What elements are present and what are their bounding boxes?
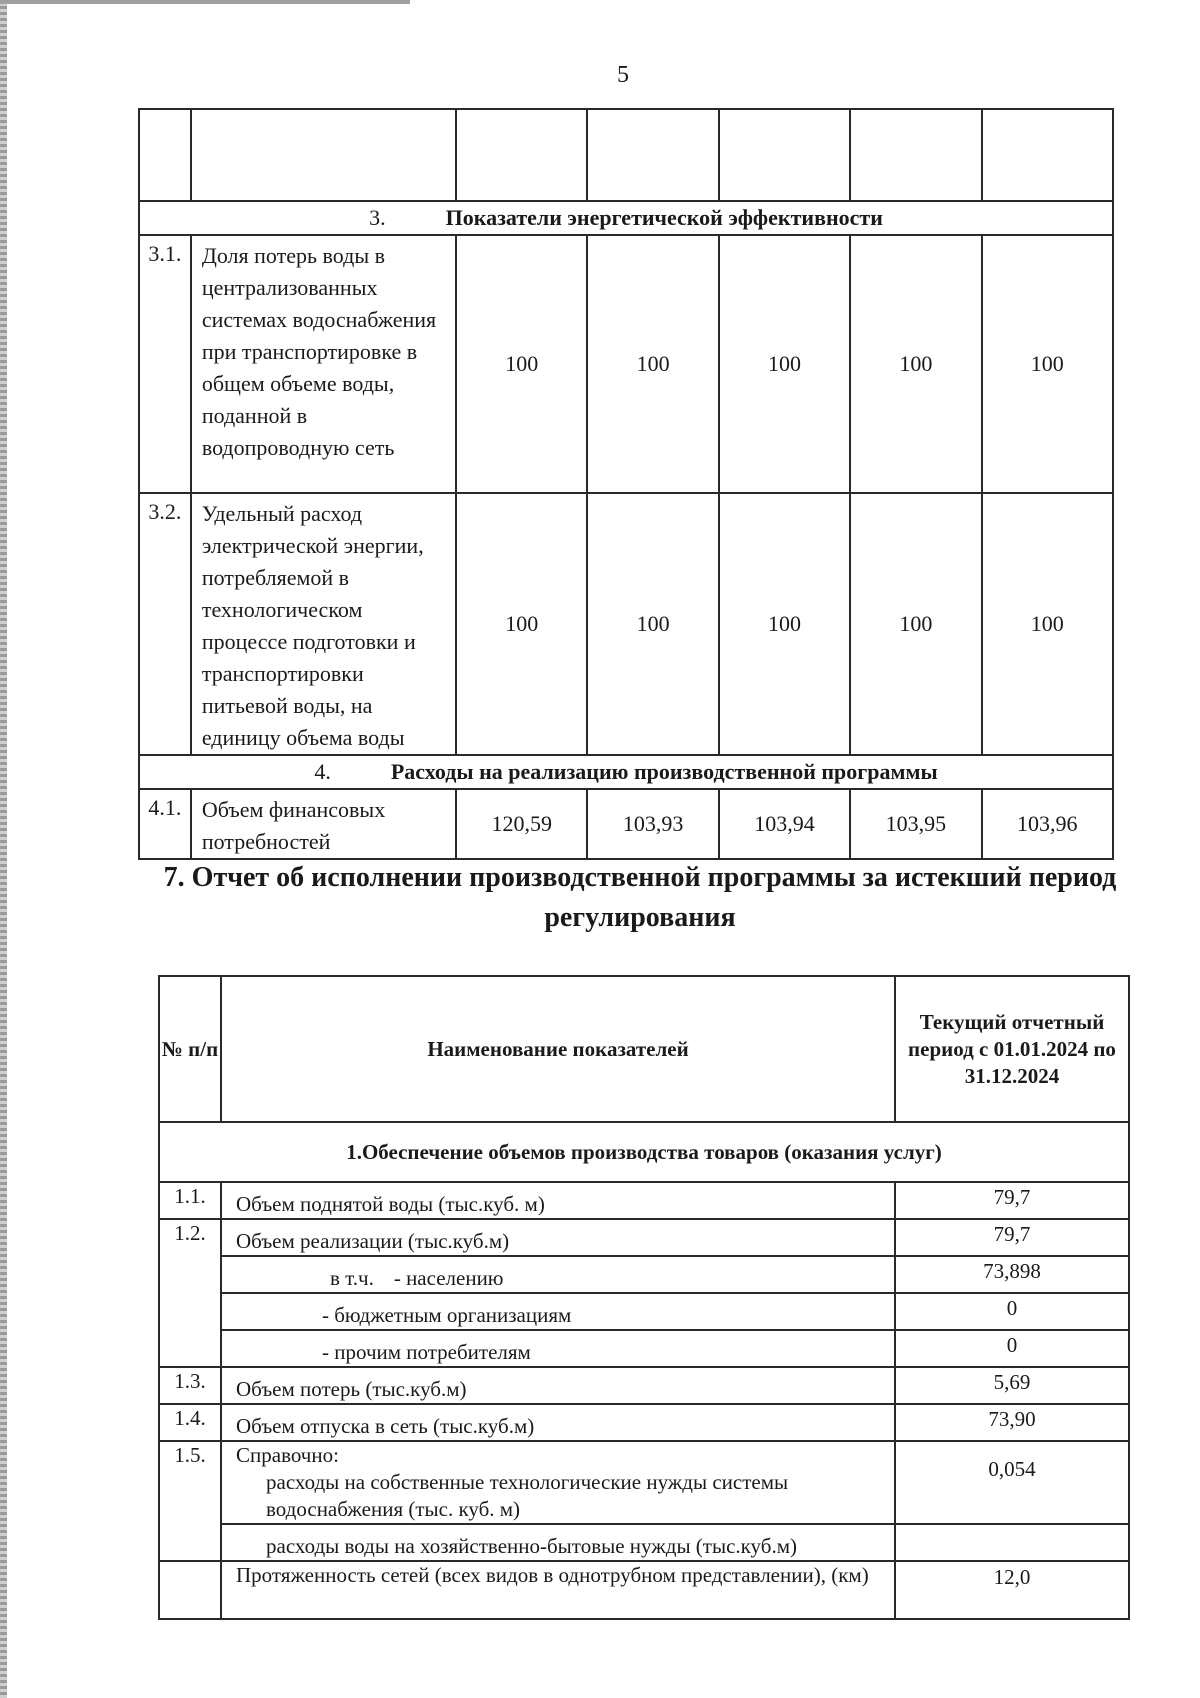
header-num: № п/п xyxy=(159,976,221,1122)
section-row xyxy=(159,1122,1129,1182)
cell-value: 73,898 xyxy=(895,1256,1129,1293)
cell-value: 103,93 xyxy=(587,789,718,859)
cell-value: 100 xyxy=(982,235,1113,493)
table-row xyxy=(159,1330,1129,1367)
row-number: 1.2. xyxy=(159,1219,221,1367)
row-number: 3.1. xyxy=(139,235,191,493)
row-label: - населению xyxy=(393,1266,504,1290)
row-number: 1.3. xyxy=(159,1367,221,1404)
cell-value: 0 xyxy=(895,1330,1129,1367)
cell-value: 0 xyxy=(895,1293,1129,1330)
cell-value: 100 xyxy=(719,493,850,755)
table-row xyxy=(159,1367,1129,1404)
section-heading: 7. Отчет об исполнении производственной программы за истекший период регулирования xyxy=(163,862,1117,933)
table-row xyxy=(139,789,1113,859)
header-name: Наименование показателей xyxy=(221,976,895,1122)
cell-value: 103,96 xyxy=(982,789,1113,859)
section-row xyxy=(139,201,1113,235)
row-name: Протяженность сетей (всех видов в однотрубном представлении), (км) xyxy=(221,1561,895,1619)
cell-value xyxy=(895,1524,1129,1561)
cell-value: 79,7 xyxy=(895,1182,1129,1219)
cell-value: 103,94 xyxy=(719,789,850,859)
table-row xyxy=(159,1293,1129,1330)
cell-value: 103,95 xyxy=(850,789,981,859)
section-number: 3. xyxy=(369,205,386,230)
row-name: расходы воды на хозяйственно-бытовые нужды (тыс.куб.м) xyxy=(221,1524,895,1561)
cell-value: 100 xyxy=(456,493,587,755)
cell-value: 0,054 xyxy=(895,1441,1129,1524)
cell-value: 100 xyxy=(719,235,850,493)
indicators-table xyxy=(138,108,1114,860)
table-row xyxy=(159,1182,1129,1219)
table-row xyxy=(159,1404,1129,1441)
table-row xyxy=(159,1524,1129,1561)
cell-value: 100 xyxy=(850,493,981,755)
row-number xyxy=(159,1561,221,1619)
section-title: 1.Обеспечение объемов производства товаров (оказания услуг) xyxy=(159,1122,1129,1182)
row-name: - прочим потребителям xyxy=(221,1330,895,1367)
row-label: Справочно: xyxy=(236,1443,339,1467)
section-row xyxy=(139,755,1113,789)
row-name: Объем поднятой воды (тыс.куб. м) xyxy=(221,1182,895,1219)
section-number: 4. xyxy=(314,759,331,784)
scan-edge xyxy=(0,0,7,1698)
header-row xyxy=(159,976,1129,1122)
table-row xyxy=(159,1561,1129,1619)
table-row xyxy=(139,235,1113,493)
row-name: Объем потерь (тыс.куб.м) xyxy=(221,1367,895,1404)
scan-edge-top xyxy=(0,0,410,4)
cell-value: 100 xyxy=(587,235,718,493)
cell-value: 100 xyxy=(587,493,718,755)
row-name: Объем реализации (тыс.куб.м) xyxy=(221,1219,895,1256)
header-period: Текущий отчетный период с 01.01.2024 по 31.12.2024 xyxy=(895,976,1129,1122)
row-name: - бюджетным организациям xyxy=(221,1293,895,1330)
row-name: Доля потерь воды в централизованных системах водоснабжения при транспортировке в общем объеме воды, поданной в водопроводную сеть xyxy=(191,235,456,493)
row-name xyxy=(221,1256,895,1293)
cell-value: 100 xyxy=(456,235,587,493)
cell-value: 79,7 xyxy=(895,1219,1129,1256)
cell-value: 100 xyxy=(982,493,1113,755)
table-row xyxy=(139,109,1113,201)
section-title: Расходы на реализацию производственной программы xyxy=(390,759,938,784)
table-row xyxy=(159,1441,1129,1524)
section-title: Показатели энергетической эффективности xyxy=(445,205,883,230)
table-row xyxy=(159,1256,1129,1293)
cell-value: 120,59 xyxy=(456,789,587,859)
cell-value: 100 xyxy=(850,235,981,493)
cell-value: 5,69 xyxy=(895,1367,1129,1404)
table-row xyxy=(159,1219,1129,1256)
row-number: 1.5. xyxy=(159,1441,221,1561)
cell-value: 73,90 xyxy=(895,1404,1129,1441)
table-row xyxy=(139,493,1113,755)
report-table xyxy=(158,975,1130,1620)
row-number: 4.1. xyxy=(139,789,191,859)
row-name: Удельный расход электрической энергии, потребляемой в технологическом процессе подготовки и транспортировки питьевой воды, на единицу объема воды xyxy=(191,493,456,755)
row-name xyxy=(221,1441,895,1524)
row-prefix: в т.ч. xyxy=(330,1266,374,1290)
row-name: Объем отпуска в сеть (тыс.куб.м) xyxy=(221,1404,895,1441)
row-number: 1.1. xyxy=(159,1182,221,1219)
row-name: Объем финансовых потребностей xyxy=(191,789,456,859)
cell-value: 12,0 xyxy=(895,1561,1129,1619)
row-number: 3.2. xyxy=(139,493,191,755)
row-note: расходы на собственные технологические нужды системы водоснабжения (тыс. куб. м) xyxy=(266,1470,789,1521)
page-number: 5 xyxy=(617,62,629,88)
row-number: 1.4. xyxy=(159,1404,221,1441)
